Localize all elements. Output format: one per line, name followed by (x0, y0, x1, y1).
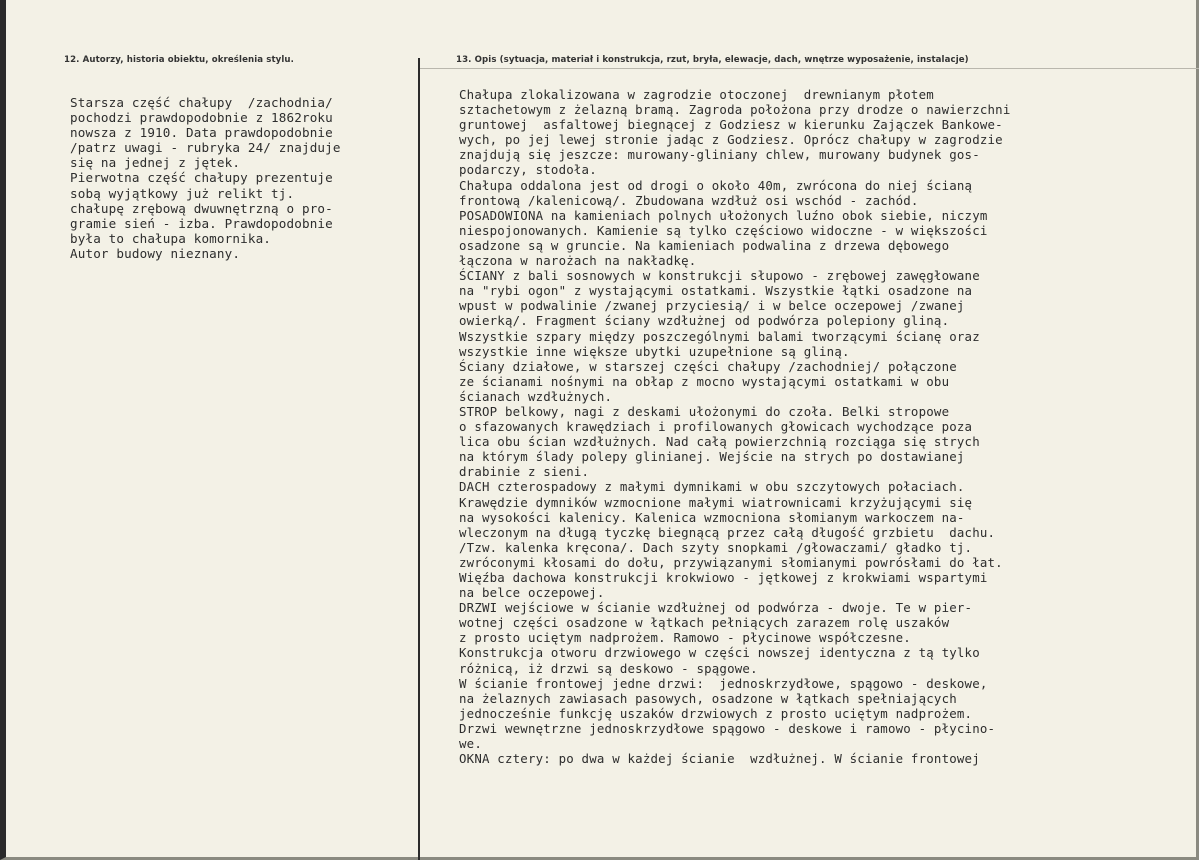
text-line: na którym ślady polepy glinianej. Wejście na strych po dostawianej (459, 449, 965, 465)
heading-rule (420, 68, 1199, 69)
text-line: podarczy, stodoła. (459, 162, 597, 178)
text-line: osadzone są w gruncie. Na kamieniach podwalina z drzewa dębowego (459, 237, 950, 253)
text-line: gramie sień - izba. Prawdopodobnie (70, 215, 333, 231)
text-line: Autor budowy nieznany. (70, 245, 241, 261)
text-line: wpust w podwalinie /zwanej przyciesią/ i w belce oczepowej /zwanej (459, 298, 965, 314)
text-line: /patrz uwagi - rubryka 24/ znajduje (70, 140, 341, 156)
text-line: pochodzi prawdopodobnie z 1862roku (70, 110, 333, 126)
text-line: była to chałupa komornika. (70, 230, 272, 246)
text-line: na "rybi ogon" z wystającymi ostatkami. Wszystkie łątki osadzone na (459, 283, 973, 299)
section-12-heading: 12. Autorzy, historia obiektu, określenia stylu. (64, 55, 295, 65)
text-line: wszystkie inne większe ubytki uzupełnione są gliną. (459, 343, 850, 359)
text-line: Ściany działowe, w starszej części chałupy /zachodniej/ połączone (459, 358, 957, 374)
text-line: wotnej części osadzone w łątkach pełniących zarazem rolę uszaków (459, 615, 950, 631)
text-line: wych, po jej lewej stronie jadąc z Godziesz. Oprócz chałupy w zagrodzie (459, 132, 1003, 148)
text-line: łączona w narożach na nakładkę. (459, 253, 697, 269)
text-line: na żelaznych zawiasach pasowych, osadzone w łątkach spełniających (459, 690, 957, 706)
text-line: POSADOWIONA na kamieniach polnych ułożonych luźno obok siebie, niczym (459, 207, 988, 223)
text-line: jednocześnie funkcję uszaków drzwiowych z prosto uciętym nadprożem. (459, 705, 973, 721)
text-line: Starsza część chałupy /zachodnia/ (70, 95, 333, 110)
text-line: lica obu ścian wzdłużnych. Nad całą powierzchnią rozciąga się strych (459, 434, 980, 450)
text-line: Krawędzie dymników wzmocnione małymi wiatrownicami krzyżującymi się (459, 494, 973, 510)
text-line: sobą wyjątkowy już relikt tj. (70, 185, 295, 201)
text-line: STROP belkowy, nagi z deskami ułożonymi do czoła. Belki stropowe (459, 403, 950, 419)
text-line: DRZWI wejściowe w ścianie wzdłużnej od podwórza - dwoje. Te w pier- (459, 600, 973, 616)
text-line: DACH czterospadowy z małymi dymnikami w obu szczytowych połaciach. (459, 479, 965, 495)
text-line: Więźba dachowa konstrukcji krokwiowo - jętkowej z krokwiami wspartymi (459, 570, 988, 585)
text-line: Konstrukcja otworu drzwiowego w części nowszej identyczna z tą tylko (459, 645, 980, 661)
text-line: na wysokości kalenicy. Kalenica wzmocniona słomianym warkoczem na- (459, 509, 965, 525)
text-line: /Tzw. kalenka kręcona/. Dach szyty snopkami /głowaczami/ gładko tj. (459, 539, 973, 555)
text-line: gruntowej asfaltowej biegnącej z Godziesz w kierunku Zajączek Bankowe- (459, 117, 1003, 133)
text-line: ścianach wzdłużnych. (459, 388, 613, 404)
text-line: we. (459, 736, 482, 752)
text-line: frontową /kalenicową/. Zbudowana wzdłuż osi wschód - zachód. (459, 192, 919, 208)
text-line: Pierwotna część chałupy prezentuje (70, 170, 333, 186)
text-line: niespojonowanych. Kamienie są tylko częściowo widoczne - w większości (459, 222, 988, 238)
text-line: się na jednej z jętek. (70, 155, 241, 171)
text-line: Chałupa zlokalizowana w zagrodzie otoczonej drewnianym płotem (459, 87, 934, 102)
text-line: OKNA cztery: po dwa w każdej ścianie wzdłużnej. W ścianie frontowej (459, 751, 980, 767)
text-line: Drzwi wewnętrzne jednoskrzydłowe spągowo - deskowe i ramowo - płycino- (459, 720, 996, 736)
text-line: z prosto uciętym nadprożem. Ramowo - płycinowe współczesne. (459, 630, 911, 646)
text-line: różnicą, iż drzwi są deskowo - spągowe. (459, 660, 758, 676)
text-line: sztachetowym z żelazną bramą. Zagroda położona przy drodze o nawierzchni (459, 102, 1011, 118)
text-line: o sfazowanych krawędziach i profilowanych głowicach wychodzące poza (459, 419, 973, 435)
column-divider (418, 58, 420, 860)
text-line: Chałupa oddalona jest od drogi o około 40m, zwrócona do niej ścianą (459, 177, 973, 193)
text-line: ze ścianami nośnymi na obłap z mocno wystającymi ostatkami w obu (459, 373, 950, 389)
authors-history-text (70, 95, 341, 261)
text-line: zwróconymi kłosami do dołu, przywiązanymi słomianymi powrósłami do łat. (459, 554, 1003, 570)
text-line: na belce oczepowej. (459, 585, 605, 601)
text-line: drabinie z sieni. (459, 464, 590, 480)
text-line: W ścianie frontowej jedne drzwi: jednoskrzydłowe, spągowo - deskowe, (459, 675, 988, 691)
section-13-heading: 13. Opis (sytuacja, materiał i konstrukcja, rzut, bryła, elewacje, dach, wnętrze wyposażenie, instalacje) (456, 55, 969, 65)
text-line: wleczonym na długą tyczkę biegnącą przez całą długość grzbietu dachu. (459, 524, 996, 540)
text-line: chałupę zrębową dwuwnętrzną o pro- (70, 200, 333, 216)
text-line: owierką/. Fragment ściany wzdłużnej od podwórza polepiony gliną. (459, 313, 950, 329)
text-line: ŚCIANY z bali sosnowych w konstrukcji słupowo - zrębowej zawęgłowane (459, 268, 980, 284)
text-line: Wszystkie szpary między poszczególnymi balami tworzącymi ścianę oraz (459, 328, 980, 344)
text-line: nowsza z 1910. Data prawdopodobnie (70, 125, 333, 141)
text-line: znajdują się jeszcze: murowany-gliniany chlew, murowany budynek gos- (459, 147, 980, 163)
description-text (459, 87, 1011, 766)
